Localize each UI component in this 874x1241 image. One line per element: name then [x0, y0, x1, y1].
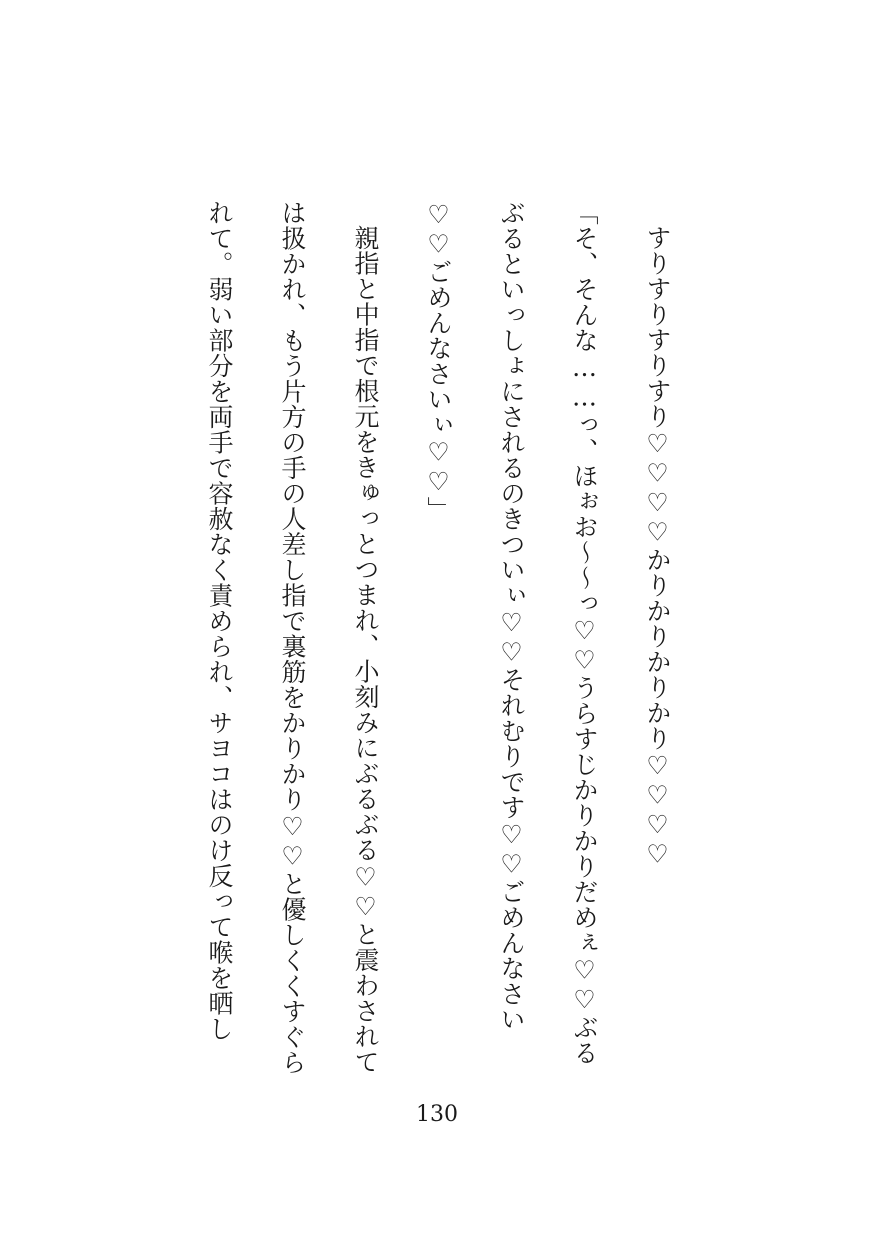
paragraph-1: すりすりすりすり♡♡♡♡かりかりかりかり♡♡♡♡ [643, 225, 672, 869]
body-text [174, 200, 694, 1080]
paragraph-3: 親指と中指で根元をきゅっとつまれ、小刻みにぶるぶる♡♡と震わされては扱かれ、もう片方の手の人差し指で裏筋をかりかり♡♡と優しくくすぐられて。弱い部分を両手で容赦なく責められ、サヨコはのけ反って喉を晒し [205, 200, 380, 1075]
paragraph-2: 「そ、そんな……っ、ほぉお〜〜っ♡♡うらすじかりかりだめぇ♡♡ぶるぶるといっしょにされるのきついぃ♡♡それむりです♡♡ごめんなさい♡♡ごめんなさいぃ♡♡」 [424, 200, 599, 1066]
page-number: 130 [416, 1102, 458, 1127]
